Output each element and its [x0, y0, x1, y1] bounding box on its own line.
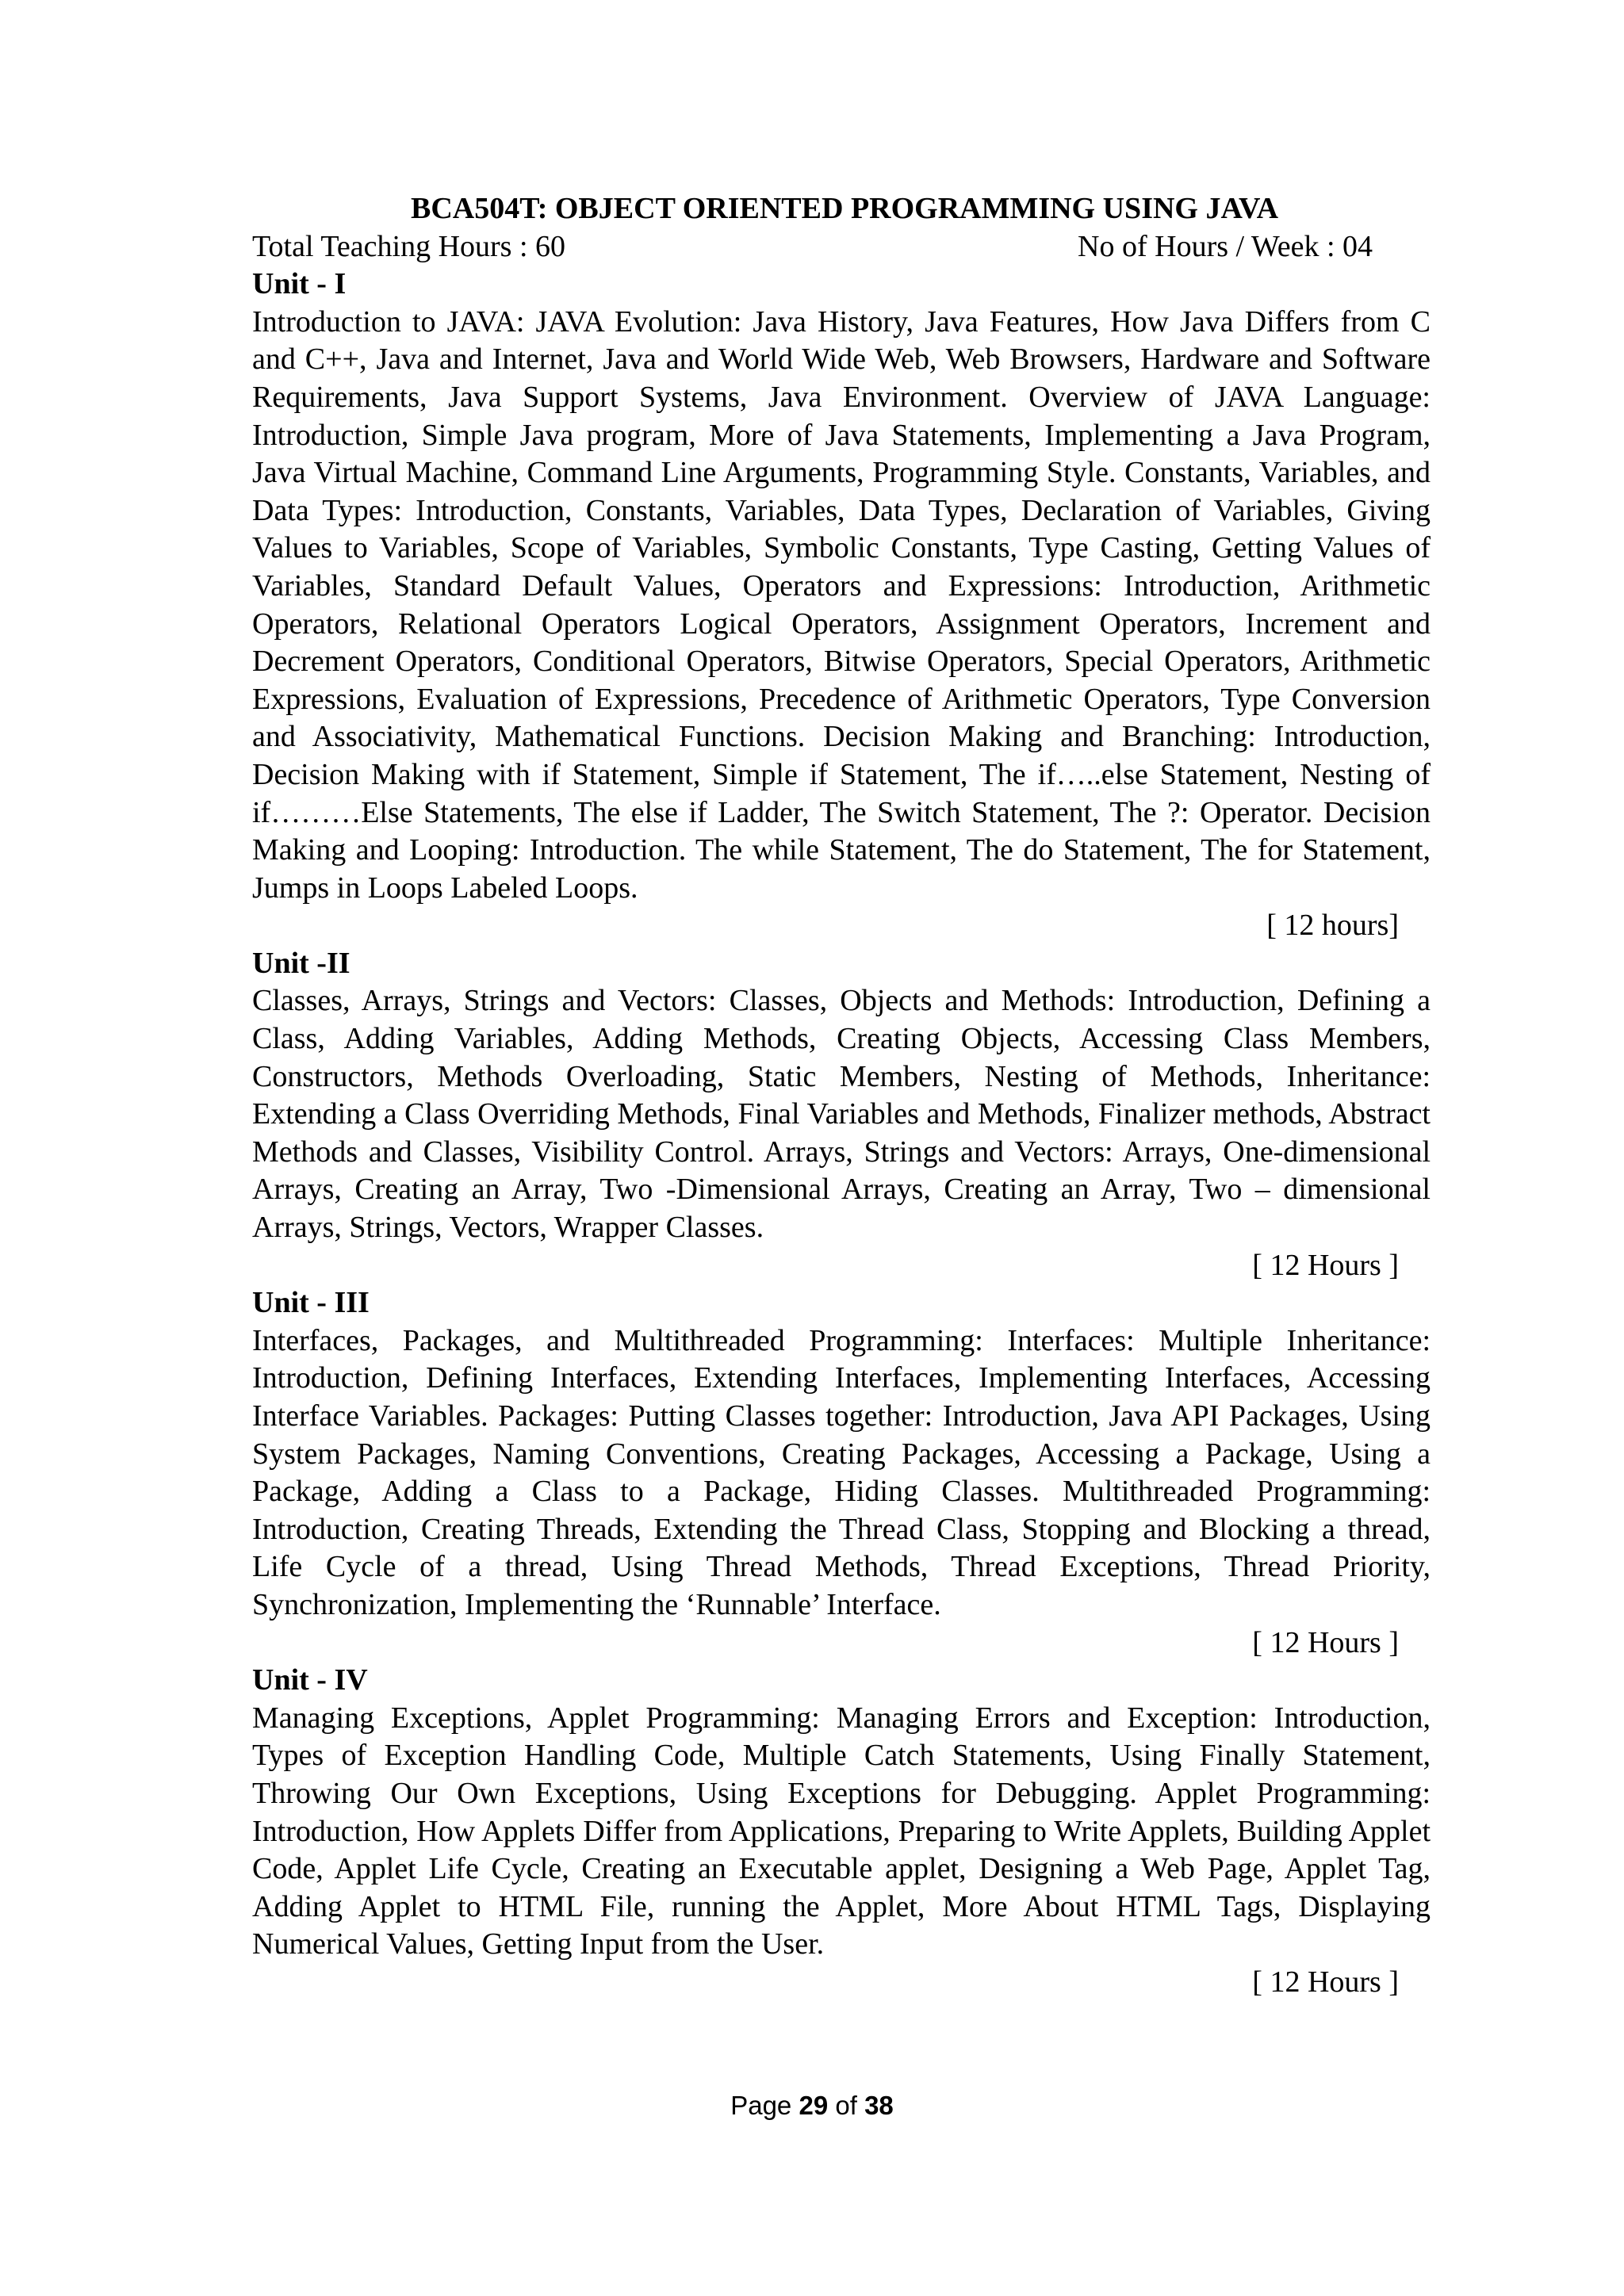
unit-hours: [ 12 Hours ]: [1252, 1625, 1399, 1659]
unit-description: Classes, Arrays, Strings and Vectors: Classes, Objects and Methods: Introduction, Defining a Class, Adding Variables, Adding Methods, Creating Objects, Accessing Class Members, Constructors, Methods Overloading, Static Members, Nesting of Methods, Inheritance: Extending a Class Overriding Methods, Final Variables and Methods, Finalizer methods, Abstract Methods and Classes, Visibility Control. Arrays, Strings and Vectors: Arrays, One-dimensional Arrays, Creating an Array, Two -Dimensional Arrays, Creating an Array, Two – dimensional Arrays, Strings, Vectors, Wrapper Classes.: [252, 984, 1431, 1245]
unit-hours: [ 12 Hours ]: [1252, 1248, 1399, 1282]
unit-description: Interfaces, Packages, and Multithreaded Programming: Interfaces: Multiple Inheritance: Introduction, Defining Interfaces, Extending Interfaces, Implementing Interfaces, Accessing Interface Variables. Packages: Putting Classes together: Introduction, Java API Packages, Using System Packages, Naming Conventions, Creating Packages, Accessing a Package, Using a Package, Adding a Class to a Package, Hiding Classes. Multithreaded Programming: Introduction, Creating Threads, Extending the Thread Class, Stopping and Blocking a thread, Life Cycle of a thread, Using Thread Methods, Thread Exceptions, Thread Priority, Synchronization, Implementing the ‘Runnable’ Interface.: [252, 1323, 1431, 1621]
unit-heading: Unit - IV: [252, 1663, 368, 1697]
unit-2: [252, 945, 1431, 1284]
unit-1: [252, 266, 1431, 945]
unit-3: [252, 1284, 1431, 1662]
unit-heading: Unit -II: [252, 946, 350, 980]
hours-per-week: No of Hours / Week : 04: [1078, 229, 1373, 263]
unit-heading: Unit - III: [252, 1286, 370, 1320]
current-page-number: 29: [799, 2091, 829, 2120]
unit-description: Introduction to JAVA: JAVA Evolution: Java History, Java Features, How Java Differs from C and C++, Java and Internet, Java and World Wide Web, Web Browsers, Hardware and Software Requirements, Java Support Systems, Java Environment. Overview of JAVA Language: Introduction, Simple Java program, More of Java Statements, Implementing a Java Program, Java Virtual Machine, Command Line Arguments, Programming Style. Constants, Variables, and Data Types: Introduction, Constants, Variables, Data Types, Declaration of Variables, Giving Values to Variables, Scope of Variables, Symbolic Constants, Type Casting, Getting Values of Variables, Standard Default Values, Operators and Expressions: Introduction, Arithmetic Operators, Relational Operators Logical Operators, Assignment Operators, Increment and Decrement Operators, Conditional Operators, Bitwise Operators, Special Operators, Arithmetic Expressions, Evaluation of Expressions, Precedence of Arithmetic Operators, Type Conversion and Associativity, Mathematical Functions. Decision Making and Branching: Introduction, Decision Making with if Statement, Simple if Statement, The if…..else Statement, Nesting of if………Else Statements, The else if Ladder, The Switch Statement, The ?: Operator. Decision Making and Looping: Introduction. The while Statement, The do Statement, The for Statement, Jumps in Loops Labeled Loops.: [252, 304, 1431, 905]
syllabus-page: [252, 190, 1431, 2002]
unit-heading: Unit - I: [252, 267, 347, 301]
page-word: Page: [730, 2091, 792, 2120]
unit-4: [252, 1662, 1431, 2001]
unit-description: Managing Exceptions, Applet Programming: Managing Errors and Exception: Introduction, Types of Exception Handling Code, Multiple Catch Statements, Using Finally Statement, Throwing Our Own Exceptions, Using Exceptions for Debugging. Applet Programming: Introduction, How Applets Differ from Applications, Preparing to Write Applets, Building Applet Code, Applet Life Cycle, Creating an Executable applet, Designing a Web Page, Applet Tag, Adding Applet to HTML File, running the Applet, More About HTML Tags, Displaying Numerical Values, Getting Input from the User.: [252, 1701, 1431, 1961]
total-pages-number: 38: [864, 2091, 894, 2120]
page-footer: [0, 2090, 1624, 2122]
course-meta: [252, 228, 1431, 266]
unit-hours: [ 12 Hours ]: [1252, 1965, 1399, 1999]
course-title: BCA504T: OBJECT ORIENTED PROGRAMMING USING JAVA: [410, 192, 1279, 225]
of-word: of: [835, 2091, 857, 2120]
total-teaching-hours: Total Teaching Hours : 60: [252, 229, 566, 263]
unit-hours: [ 12 hours]: [1266, 909, 1399, 943]
